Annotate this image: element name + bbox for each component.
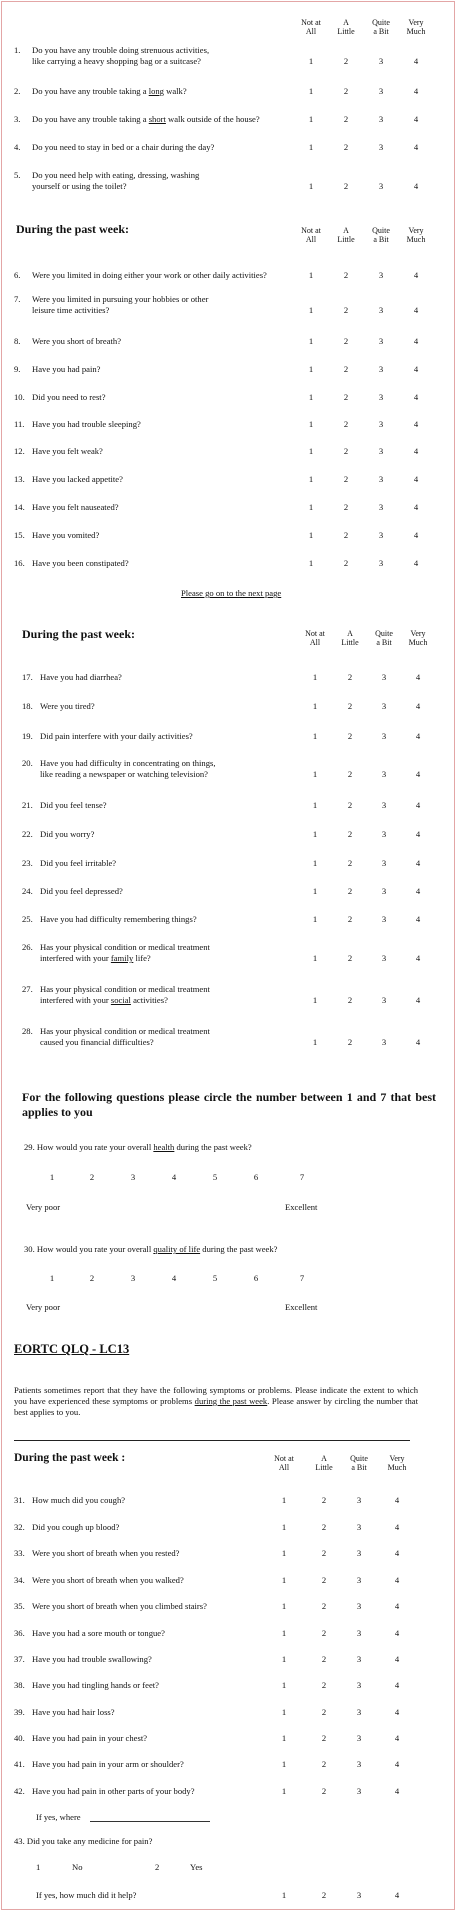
- q37-score-1: 1: [281, 1654, 287, 1664]
- q21-score-4: 4: [415, 800, 421, 810]
- q28-score-1: 1: [312, 1037, 318, 1047]
- q2-score-1: 1: [308, 86, 314, 96]
- q33-score-3: 3: [356, 1548, 362, 1558]
- q11-score-2: 2: [343, 419, 349, 429]
- q18-score-1: 1: [312, 701, 318, 711]
- q29-text: 29. How would you rate your overall health during the past week?: [24, 1142, 252, 1152]
- question-text: Do you need help with eating, dressing, washing yourself or using the toilet?: [32, 170, 200, 191]
- question-number: 27.: [22, 984, 33, 994]
- q29-scale-7: 7: [299, 1172, 305, 1182]
- q5-score-4: 4: [413, 181, 419, 191]
- q41-score-3: 3: [356, 1759, 362, 1769]
- question-number: 28.: [22, 1026, 33, 1036]
- q15-score-3: 3: [378, 530, 384, 540]
- question-text: Were you short of breath when you walked?: [32, 1575, 184, 1585]
- q41-score-4: 4: [394, 1759, 400, 1769]
- q28-score-4: 4: [415, 1037, 421, 1047]
- q4-score-3: 3: [378, 142, 384, 152]
- question-number: 5.: [14, 170, 21, 180]
- q8-score-4: 4: [413, 336, 419, 346]
- q43-opt1-label: No: [72, 1862, 83, 1872]
- q38-score-1: 1: [281, 1680, 287, 1690]
- q23-score-2: 2: [347, 858, 353, 868]
- q32-score-4: 4: [394, 1522, 400, 1532]
- q5-score-3: 3: [378, 181, 384, 191]
- question-text: Did you feel tense?: [40, 800, 107, 810]
- q7-score-1: 1: [308, 305, 314, 315]
- q25-score-4: 4: [415, 914, 421, 924]
- q26-score-2: 2: [347, 953, 353, 963]
- q18-score-4: 4: [415, 701, 421, 711]
- q12-score-4: 4: [413, 446, 419, 456]
- question-number: 22.: [22, 829, 33, 839]
- q11-score-1: 1: [308, 419, 314, 429]
- question-number: 20.: [22, 758, 33, 768]
- question-number: 18.: [22, 701, 33, 711]
- question-number: 14.: [14, 502, 25, 512]
- q43-help-score-4: 4: [394, 1890, 400, 1900]
- question-text: Have you vomited?: [32, 530, 100, 540]
- q43-opt1-num: 1: [36, 1862, 41, 1872]
- question-number: 31.: [14, 1495, 25, 1505]
- q3-score-1: 1: [308, 114, 314, 124]
- q35-score-2: 2: [321, 1601, 327, 1611]
- q29-scale-4: 4: [171, 1172, 177, 1182]
- q23-score-1: 1: [312, 858, 318, 868]
- q34-score-3: 3: [356, 1575, 362, 1585]
- q20-score-4: 4: [415, 769, 421, 779]
- q35-score-3: 3: [356, 1601, 362, 1611]
- question-text: Did you feel irritable?: [40, 858, 117, 868]
- s2-scale-header-2: A Little: [337, 226, 355, 244]
- question-number: 10.: [14, 392, 25, 402]
- question-text: Have you felt nauseated?: [32, 502, 119, 512]
- question-number: 15.: [14, 530, 25, 540]
- lc13-title: EORTC QLQ - LC13: [14, 1342, 130, 1356]
- q23-score-3: 3: [381, 858, 387, 868]
- q39-score-4: 4: [394, 1707, 400, 1717]
- question-text: Do you have any trouble taking a long walk?: [32, 86, 187, 96]
- question-text: Have you had trouble sleeping?: [32, 419, 141, 429]
- q3-score-4: 4: [413, 114, 419, 124]
- question-text: Did you worry?: [40, 829, 95, 839]
- question-text: Have you had trouble swallowing?: [32, 1654, 152, 1664]
- q24-score-3: 3: [381, 886, 387, 896]
- q15-score-1: 1: [308, 530, 314, 540]
- question-text: Were you limited in pursuing your hobbies or other leisure time activities?: [32, 294, 209, 315]
- q27-score-3: 3: [381, 995, 387, 1005]
- s1-scale-header-2: A Little: [337, 18, 355, 36]
- q39-score-2: 2: [321, 1707, 327, 1717]
- q26-score-4: 4: [415, 953, 421, 963]
- s1-scale-header-4: Very Much: [406, 18, 426, 36]
- s5-scale-header-2: A Little: [315, 1454, 333, 1472]
- question-text: Have you lacked appetite?: [32, 474, 123, 484]
- q22-score-4: 4: [415, 829, 421, 839]
- question-number: 25.: [22, 914, 33, 924]
- s1-scale-header-1: Not at All: [301, 18, 321, 36]
- q8-score-1: 1: [308, 336, 314, 346]
- question-text: Have you had pain in other parts of your body?: [32, 1786, 195, 1796]
- q30-scale-4: 4: [171, 1273, 177, 1283]
- q28-score-2: 2: [347, 1037, 353, 1047]
- q13-score-3: 3: [378, 474, 384, 484]
- question-number: 1.: [14, 45, 21, 55]
- q13-score-4: 4: [413, 474, 419, 484]
- q37-score-4: 4: [394, 1654, 400, 1664]
- q12-score-2: 2: [343, 446, 349, 456]
- q16-score-4: 4: [413, 558, 419, 568]
- q34-score-1: 1: [281, 1575, 287, 1585]
- question-text: How much did you cough?: [32, 1495, 126, 1505]
- q42-score-1: 1: [281, 1786, 287, 1796]
- s3-heading: During the past week:: [22, 627, 135, 641]
- lc13-intro: Patients sometimes report that they have the following symptoms or problems. Please indicate the extent to which you have experienced these symptoms or problems during the past week. Please answer by circling the number that best applies to you.: [14, 1385, 419, 1417]
- question-number: 3.: [14, 114, 21, 124]
- q30-scale-2: 2: [89, 1273, 95, 1283]
- q14-score-1: 1: [308, 502, 314, 512]
- question-number: 21.: [22, 800, 33, 810]
- intro-rule: [14, 1440, 410, 1441]
- q2-score-4: 4: [413, 86, 419, 96]
- q6-score-2: 2: [343, 270, 349, 280]
- q30-scale-1: 1: [49, 1273, 55, 1283]
- question-number: 40.: [14, 1733, 25, 1743]
- q40-score-4: 4: [394, 1733, 400, 1743]
- q25-score-2: 2: [347, 914, 353, 924]
- question-number: 8.: [14, 336, 21, 346]
- q36-score-1: 1: [281, 1628, 287, 1638]
- q38-score-4: 4: [394, 1680, 400, 1690]
- q8-score-3: 3: [378, 336, 384, 346]
- q14-score-3: 3: [378, 502, 384, 512]
- question-text: Were you short of breath when you climbed stairs?: [32, 1601, 207, 1611]
- q36-score-2: 2: [321, 1628, 327, 1638]
- question-number: 24.: [22, 886, 33, 896]
- q32-score-2: 2: [321, 1522, 327, 1532]
- q31-score-1: 1: [281, 1495, 287, 1505]
- q35-score-1: 1: [281, 1601, 287, 1611]
- question-number: 32.: [14, 1522, 25, 1532]
- question-number: 16.: [14, 558, 25, 568]
- q30-excellent: Excellent: [285, 1302, 318, 1312]
- q26-score-3: 3: [381, 953, 387, 963]
- question-text: Have you been constipated?: [32, 558, 129, 568]
- question-text: Have you felt weak?: [32, 446, 103, 456]
- q25-score-1: 1: [312, 914, 318, 924]
- question-text: Do you need to stay in bed or a chair during the day?: [32, 142, 215, 152]
- q2-score-2: 2: [343, 86, 349, 96]
- q27-score-1: 1: [312, 995, 318, 1005]
- q42-score-2: 2: [321, 1786, 327, 1796]
- s2-scale-header-4: Very Much: [406, 226, 426, 244]
- q33-score-1: 1: [281, 1548, 287, 1558]
- q12-score-3: 3: [378, 446, 384, 456]
- question-text: Have you had diarrhea?: [40, 672, 122, 682]
- q22-score-1: 1: [312, 829, 318, 839]
- q16-score-3: 3: [378, 558, 384, 568]
- q14-score-4: 4: [413, 502, 419, 512]
- q21-score-1: 1: [312, 800, 318, 810]
- q4-score-4: 4: [413, 142, 419, 152]
- question-number: 13.: [14, 474, 25, 484]
- question-text: Has your physical condition or medical treatment interfered with your family life?: [40, 942, 210, 963]
- question-number: 36.: [14, 1628, 25, 1638]
- q33-score-4: 4: [394, 1548, 400, 1558]
- q33-score-2: 2: [321, 1548, 327, 1558]
- q24-score-4: 4: [415, 886, 421, 896]
- q19-score-4: 4: [415, 731, 421, 741]
- question-text: Have you had difficulty in concentrating on things, like reading a newspaper or watching television?: [40, 758, 216, 779]
- question-text: Have you had tingling hands or feet?: [32, 1680, 159, 1690]
- question-number: 34.: [14, 1575, 25, 1585]
- q24-score-2: 2: [347, 886, 353, 896]
- q9-score-4: 4: [413, 364, 419, 374]
- q43-help-score-1: 1: [281, 1890, 287, 1900]
- q29-scale-1: 1: [49, 1172, 55, 1182]
- q14-score-2: 2: [343, 502, 349, 512]
- q13-score-2: 2: [343, 474, 349, 484]
- q40-score-1: 1: [281, 1733, 287, 1743]
- question-text: Did you need to rest?: [32, 392, 106, 402]
- q29-scale-3: 3: [130, 1172, 136, 1182]
- q27-score-4: 4: [415, 995, 421, 1005]
- q2-score-3: 3: [378, 86, 384, 96]
- q16-score-1: 1: [308, 558, 314, 568]
- q39-score-1: 1: [281, 1707, 287, 1717]
- question-number: 38.: [14, 1680, 25, 1690]
- q10-score-2: 2: [343, 392, 349, 402]
- question-text: Do you have any trouble doing strenuous activities, like carrying a heavy shopping bag or a suitcase?: [32, 45, 210, 66]
- question-number: 33.: [14, 1548, 25, 1558]
- question-text: Were you tired?: [40, 701, 95, 711]
- q34-score-4: 4: [394, 1575, 400, 1585]
- question-text: Did you feel depressed?: [40, 886, 123, 896]
- question-text: Have you had pain in your arm or shoulder?: [32, 1759, 184, 1769]
- question-text: Were you limited in doing either your work or other daily activities?: [32, 270, 267, 280]
- q43-opt2-label: Yes: [190, 1862, 203, 1872]
- s2-scale-header-3: Quite a Bit: [372, 226, 390, 244]
- q34-score-2: 2: [321, 1575, 327, 1585]
- q24-score-1: 1: [312, 886, 318, 896]
- q38-score-2: 2: [321, 1680, 327, 1690]
- q30-very-poor: Very poor: [26, 1302, 61, 1312]
- q5-score-1: 1: [308, 181, 314, 191]
- q39-score-3: 3: [356, 1707, 362, 1717]
- q10-score-4: 4: [413, 392, 419, 402]
- q36-score-4: 4: [394, 1628, 400, 1638]
- s5-scale-header-4: Very Much: [387, 1454, 407, 1472]
- question-number: 2.: [14, 86, 21, 96]
- q41-score-2: 2: [321, 1759, 327, 1769]
- q9-score-2: 2: [343, 364, 349, 374]
- question-text: Has your physical condition or medical treatment caused you financial difficulties?: [40, 1026, 210, 1047]
- q20-score-2: 2: [347, 769, 353, 779]
- q37-score-2: 2: [321, 1654, 327, 1664]
- q16-score-2: 2: [343, 558, 349, 568]
- question-number: 17.: [22, 672, 33, 682]
- question-text: Have you had a sore mouth or tongue?: [32, 1628, 165, 1638]
- q29-scale-6: 6: [253, 1172, 259, 1182]
- q22-score-3: 3: [381, 829, 387, 839]
- question-number: 26.: [22, 942, 33, 952]
- q6-score-1: 1: [308, 270, 314, 280]
- q30-scale-3: 3: [130, 1273, 136, 1283]
- q7-score-4: 4: [413, 305, 419, 315]
- question-number: 35.: [14, 1601, 25, 1611]
- q9-score-1: 1: [308, 364, 314, 374]
- q21-score-3: 3: [381, 800, 387, 810]
- s5-heading: During the past week :: [14, 1452, 126, 1464]
- q29-scale-2: 2: [89, 1172, 95, 1182]
- q21-score-2: 2: [347, 800, 353, 810]
- q18-score-3: 3: [381, 701, 387, 711]
- q22-score-2: 2: [347, 829, 353, 839]
- question-number: 37.: [14, 1654, 25, 1664]
- s3-scale-header-1: Not at All: [305, 629, 325, 647]
- q7-score-3: 3: [378, 305, 384, 315]
- s2-heading: During the past week:: [16, 222, 129, 236]
- q1-score-2: 2: [343, 56, 349, 66]
- q43-opt2-num: 2: [155, 1862, 160, 1872]
- question-text: Were you short of breath?: [32, 336, 122, 346]
- q40-score-3: 3: [356, 1733, 362, 1743]
- q40-score-2: 2: [321, 1733, 327, 1743]
- q19-score-3: 3: [381, 731, 387, 741]
- s5-scale-header-3: Quite a Bit: [350, 1454, 368, 1472]
- q12-score-1: 1: [308, 446, 314, 456]
- q3-score-3: 3: [378, 114, 384, 124]
- q29-scale-5: 5: [212, 1172, 218, 1182]
- question-text: Did you cough up blood?: [32, 1522, 120, 1532]
- question-text: Has your physical condition or medical treatment interfered with your social activities?: [40, 984, 210, 1005]
- q17-score-2: 2: [347, 672, 353, 682]
- q32-score-1: 1: [281, 1522, 287, 1532]
- q29-very-poor: Very poor: [26, 1202, 61, 1212]
- question-number: 39.: [14, 1707, 25, 1717]
- q38-score-3: 3: [356, 1680, 362, 1690]
- question-number: 6.: [14, 270, 21, 280]
- question-text: Have you had pain?: [32, 364, 101, 374]
- q30-scale-5: 5: [212, 1273, 218, 1283]
- question-number: 12.: [14, 446, 25, 456]
- question-text: Have you had pain in your chest?: [32, 1733, 148, 1743]
- q1-score-1: 1: [308, 56, 314, 66]
- q26-score-1: 1: [312, 953, 318, 963]
- question-text: Have you had difficulty remembering things?: [40, 914, 197, 924]
- if-yes-help-label: If yes, how much did it help?: [36, 1890, 137, 1900]
- q3-score-2: 2: [343, 114, 349, 124]
- q30-scale-7: 7: [299, 1273, 305, 1283]
- q11-score-3: 3: [378, 419, 384, 429]
- q8-score-2: 2: [343, 336, 349, 346]
- q20-score-1: 1: [312, 769, 318, 779]
- q18-score-2: 2: [347, 701, 353, 711]
- q31-score-2: 2: [321, 1495, 327, 1505]
- q4-score-2: 2: [343, 142, 349, 152]
- s3-scale-header-2: A Little: [341, 629, 359, 647]
- q6-score-4: 4: [413, 270, 419, 280]
- q6-score-3: 3: [378, 270, 384, 280]
- if-yes-where-line: [90, 1821, 210, 1822]
- s4-heading: For the following questions please circle the number between 1 and 7 that best applies to you: [22, 1090, 436, 1119]
- q32-score-3: 3: [356, 1522, 362, 1532]
- q13-score-1: 1: [308, 474, 314, 484]
- q35-score-4: 4: [394, 1601, 400, 1611]
- q4-score-1: 1: [308, 142, 314, 152]
- s3-scale-header-4: Very Much: [408, 629, 428, 647]
- q19-score-1: 1: [312, 731, 318, 741]
- q7-score-2: 2: [343, 305, 349, 315]
- s5-scale-header-1: Not at All: [274, 1454, 294, 1472]
- q1-score-3: 3: [378, 56, 384, 66]
- q27-score-2: 2: [347, 995, 353, 1005]
- q15-score-4: 4: [413, 530, 419, 540]
- q5-score-2: 2: [343, 181, 349, 191]
- question-number: 7.: [14, 294, 21, 304]
- q23-score-4: 4: [415, 858, 421, 868]
- q37-score-3: 3: [356, 1654, 362, 1664]
- q43-text: 43. Did you take any medicine for pain?: [14, 1836, 153, 1846]
- q41-score-1: 1: [281, 1759, 287, 1769]
- q29-excellent: Excellent: [285, 1202, 318, 1212]
- q1-score-4: 4: [413, 56, 419, 66]
- q30-scale-6: 6: [253, 1273, 259, 1283]
- q15-score-2: 2: [343, 530, 349, 540]
- q25-score-3: 3: [381, 914, 387, 924]
- q31-score-3: 3: [356, 1495, 362, 1505]
- question-number: 23.: [22, 858, 33, 868]
- s3-scale-header-3: Quite a Bit: [375, 629, 393, 647]
- q43-help-score-3: 3: [356, 1890, 362, 1900]
- q31-score-4: 4: [394, 1495, 400, 1505]
- q9-score-3: 3: [378, 364, 384, 374]
- question-number: 41.: [14, 1759, 25, 1769]
- q30-text: 30. How would you rate your overall quality of life during the past week?: [24, 1244, 278, 1254]
- question-number: 42.: [14, 1786, 25, 1796]
- q19-score-2: 2: [347, 731, 353, 741]
- q36-score-3: 3: [356, 1628, 362, 1638]
- q42-score-4: 4: [394, 1786, 400, 1796]
- question-number: 4.: [14, 142, 21, 152]
- next-page-note: Please go on to the next page: [181, 588, 282, 598]
- q20-score-3: 3: [381, 769, 387, 779]
- q17-score-4: 4: [415, 672, 421, 682]
- question-text: Did pain interfere with your daily activities?: [40, 731, 193, 741]
- s1-scale-header-3: Quite a Bit: [372, 18, 390, 36]
- q42-score-3: 3: [356, 1786, 362, 1796]
- question-number: 9.: [14, 364, 21, 374]
- question-text: Were you short of breath when you rested?: [32, 1548, 180, 1558]
- q10-score-1: 1: [308, 392, 314, 402]
- q43-help-score-2: 2: [321, 1890, 327, 1900]
- question-text: Have you had hair loss?: [32, 1707, 115, 1717]
- if-yes-where-label: If yes, where: [36, 1812, 81, 1822]
- q10-score-3: 3: [378, 392, 384, 402]
- q17-score-3: 3: [381, 672, 387, 682]
- question-number: 19.: [22, 731, 33, 741]
- question-number: 11.: [14, 419, 25, 429]
- q28-score-3: 3: [381, 1037, 387, 1047]
- s2-scale-header-1: Not at All: [301, 226, 321, 244]
- q11-score-4: 4: [413, 419, 419, 429]
- q17-score-1: 1: [312, 672, 318, 682]
- question-text: Do you have any trouble taking a short walk outside of the house?: [32, 114, 260, 124]
